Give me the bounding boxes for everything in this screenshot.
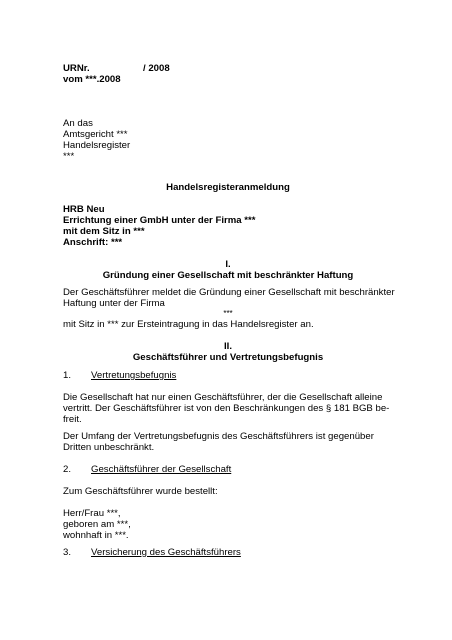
paragraph-line: Die Gesellschaft hat nur einen Geschäftsführer, der die Gesellschaft alleine [63, 392, 383, 403]
section-number: I. [225, 259, 231, 270]
item-number: 3. [63, 547, 72, 558]
item-number: 2. [63, 464, 72, 475]
document-title: Handelsregisteranmeldung [166, 182, 290, 193]
subject-line: mit dem Sitz in *** [63, 226, 145, 237]
person-line: wohnhaft in ***. [63, 530, 129, 541]
item-1-paragraph-1 [63, 392, 393, 425]
section-title: Geschäftsführer und Vertretungsbefugnis [132, 352, 324, 363]
urnr-label: URNr. [63, 63, 90, 74]
item-2-person [63, 508, 393, 541]
person-line: Herr/Frau ***, [63, 508, 121, 519]
subject-line: HRB Neu [63, 204, 105, 215]
item-title: Geschäftsführer der Gesellschaft [91, 464, 232, 475]
recipient-line: Handelsregister [63, 140, 131, 151]
section-title: Gründung einer Gesellschaft mit beschränkter Haftung [102, 270, 354, 281]
recipient-line: *** [63, 151, 75, 162]
item-3-heading [63, 547, 393, 558]
subject-line: Errichtung einer GmbH unter der Firma *** [63, 215, 256, 226]
recipient-line: An das [63, 118, 93, 129]
paragraph-line: vertritt. Der Geschäftsführer ist von den Beschränkungen des § 181 BGB be- [63, 403, 390, 414]
paragraph-line: Dritten unbeschränkt. [63, 442, 155, 453]
item-number: 1. [63, 370, 72, 381]
item-1-heading [63, 370, 393, 381]
item-2-intro: Zum Geschäftsführer wurde bestellt: [63, 486, 218, 497]
recipient-address [63, 118, 393, 162]
paragraph-line: Haftung unter der Firma [63, 298, 165, 309]
urnr-year: / 2008 [143, 63, 170, 74]
section-1-heading [63, 259, 393, 281]
section-1-paragraph [63, 287, 393, 330]
paragraph-line: Der Umfang der Vertretungsbefugnis des Geschäftsführers ist gegenüber [63, 431, 374, 442]
subject-block [63, 204, 393, 248]
item-title: Vertretungsbefugnis [91, 370, 177, 381]
paragraph-line: freit. [63, 414, 82, 425]
paragraph-line: Der Geschäftsführer meldet die Gründung einer Gesellschaft mit beschränkter [63, 287, 395, 298]
person-line: geboren am ***, [63, 519, 131, 530]
subject-line: Anschrift: *** [63, 237, 123, 248]
urnr-date: vom ***.2008 [63, 74, 121, 85]
urnr-block [63, 63, 393, 85]
section-number: II. [224, 341, 232, 352]
item-1-paragraph-2 [63, 431, 393, 453]
paragraph-line: mit Sitz in *** zur Ersteintragung in das Handelsregister an. [63, 319, 314, 330]
item-title: Versicherung des Geschäftsführers [91, 547, 241, 558]
company-name-placeholder: *** [223, 309, 233, 318]
section-2-heading [63, 341, 393, 363]
item-2-heading [63, 464, 393, 475]
recipient-line: Amtsgericht *** [63, 129, 128, 140]
